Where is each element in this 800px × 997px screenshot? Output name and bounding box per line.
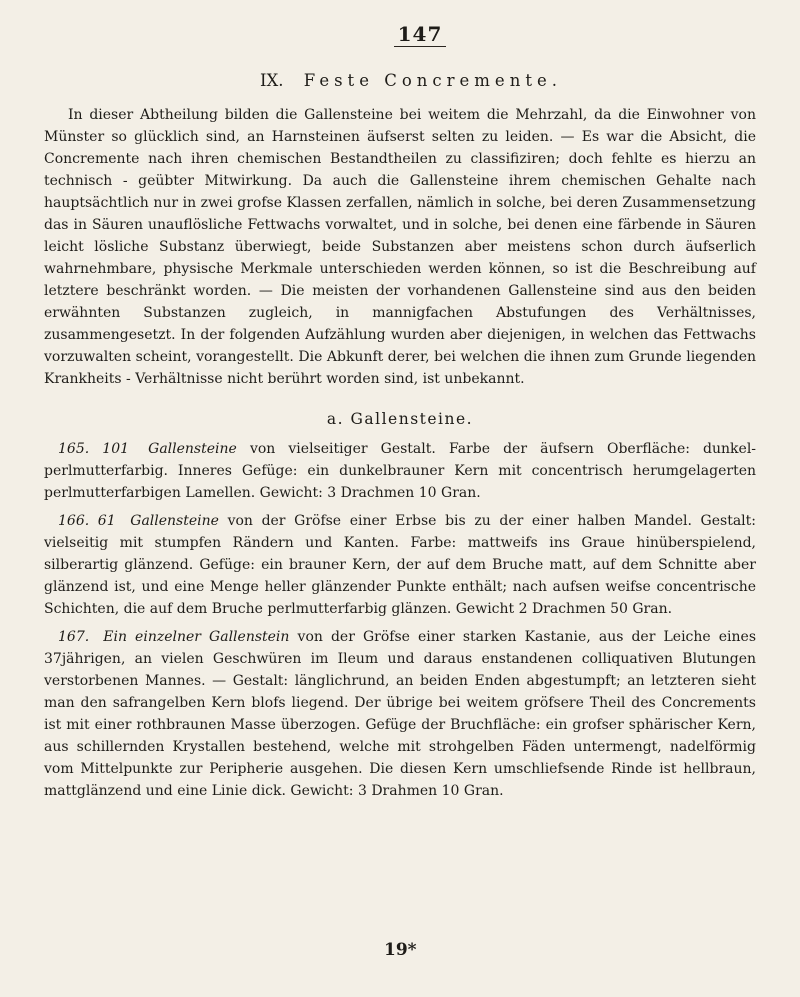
entry-title: Ein einzelner Gallenstein — [103, 629, 290, 645]
signature-mark: 19* — [384, 940, 417, 960]
entry-title: Gallensteine — [148, 441, 237, 457]
page-number-rule — [394, 46, 446, 47]
entry-number: 166. 61 — [58, 513, 116, 529]
entry-text: von der Gröfse einer starken Kastanie, aus der Leiche eines 37jährigen, an vielen Geschwüren im Ileum und daraus enstandenen colliquativen Blutungen verstorbenen Mannes. — Gestalt: länglichrund, an beiden Enden abgestumpft; an letzteren sieht man den safrangelben Kern blofs liegend. Der übrige bei weitem gröfsere Theil des Concrements ist mit einer rothbraunen Masse überzogen. Gefüge der Bruchfläche: ein grofser sphärischer Kern, aus schillernden Krystallen bestehend, welche mit strohgelben Fäden untermengt, nadelförmig vom Mittelpunkte zur Peripherie ausgehen. Die diesen Kern umschliefsende Rinde ist hellbraun, mattglänzend und eine Linie dick. Gewicht: 3 Drahmen 10 Gran. — [44, 629, 757, 799]
entry-number: 167. — [58, 629, 90, 645]
entry-title: Gallensteine — [130, 513, 219, 529]
entry-166 — [44, 510, 756, 620]
entry-167 — [44, 626, 756, 802]
entry-text: von vielseitiger Gestalt. Farbe der äufsern Oberfläche: dunkel- perlmutterfarbig. Inneres Gefüge: ein dunkelbrauner Kern mit concentrisch herumgelagerten perlmutterfarbigen Lamellen. Gewicht: 3 Drachmen 10 Gran. — [44, 441, 757, 501]
entry-text: von der Gröfse einer Erbse bis zu der einer halben Mandel. Gestalt: vielseitig mit stumpfen Rändern und Kanten. Farbe: mattweifs ins Graue hinüberspielend, silberartig glänzend. Gefüge: ein brauner Kern, der auf dem Bruche matt, auf dem Schnitte aber glänzend ist, und eine Menge heller glänzender Punkte enthält; nach aufsen weifse concentrische Schichten, die auf dem Bruche perlmutterfarbig glänzen. Gewicht 2 Drachmen 50 Gran. — [44, 513, 757, 617]
entry-number: 165. 101 — [58, 441, 130, 457]
section-title: Feste Concremente. — [303, 71, 562, 90]
book-page — [44, 22, 756, 808]
subsection-heading: a. Gallensteine. — [326, 410, 474, 428]
section-number: IX. — [260, 71, 284, 90]
section-heading — [66, 71, 756, 90]
page-number: 147 — [397, 22, 443, 46]
entry-165 — [44, 438, 756, 504]
intro-paragraph: In dieser Abtheilung bilden die Gallensteine bei weitem die Mehrzahl, da die Einwohner von Münster so glücklich sind, an Harnsteinen äufserst selten zu leiden. — Es war die Absicht, die Concremente nach ihren chemischen Bestandtheilen zu classifiziren; doch fehlte es hierzu an technisch - geübter Mitwirkung. Da auch die Gallensteine ihrem chemischen Gehalte nach hauptsächtlich nur in zwei grofse Klassen zerfallen, nämlich in solche, bei deren Zusammensetzung das in Säuren unauflösliche Fettwachs vorwaltet, und in solche, bei denen eine färbende in Säuren leicht lösliche Substanz überwiegt, beide Substanzen aber meistens schon durch äufserlich wahrnehmbare, physische Merkmale unterschieden werden können, so ist die Beschreibung auf letztere beschränkt worden. — Die meisten der vorhandenen Gallensteine sind aus den beiden erwähnten Substanzen zugleich, in mannigfachen Abstufungen des Verhältnisses, zusammengesetzt. In der folgenden Aufzählung wurden aber diejenigen, in welchen das Fettwachs vorzuwalten scheint, vorangestellt. Die Abkunft derer, bei welchen die ihnen zum Grunde liegenden Krankheits - Verhältnisse nicht berührt worden sind, ist unbekannt. — [44, 107, 756, 387]
